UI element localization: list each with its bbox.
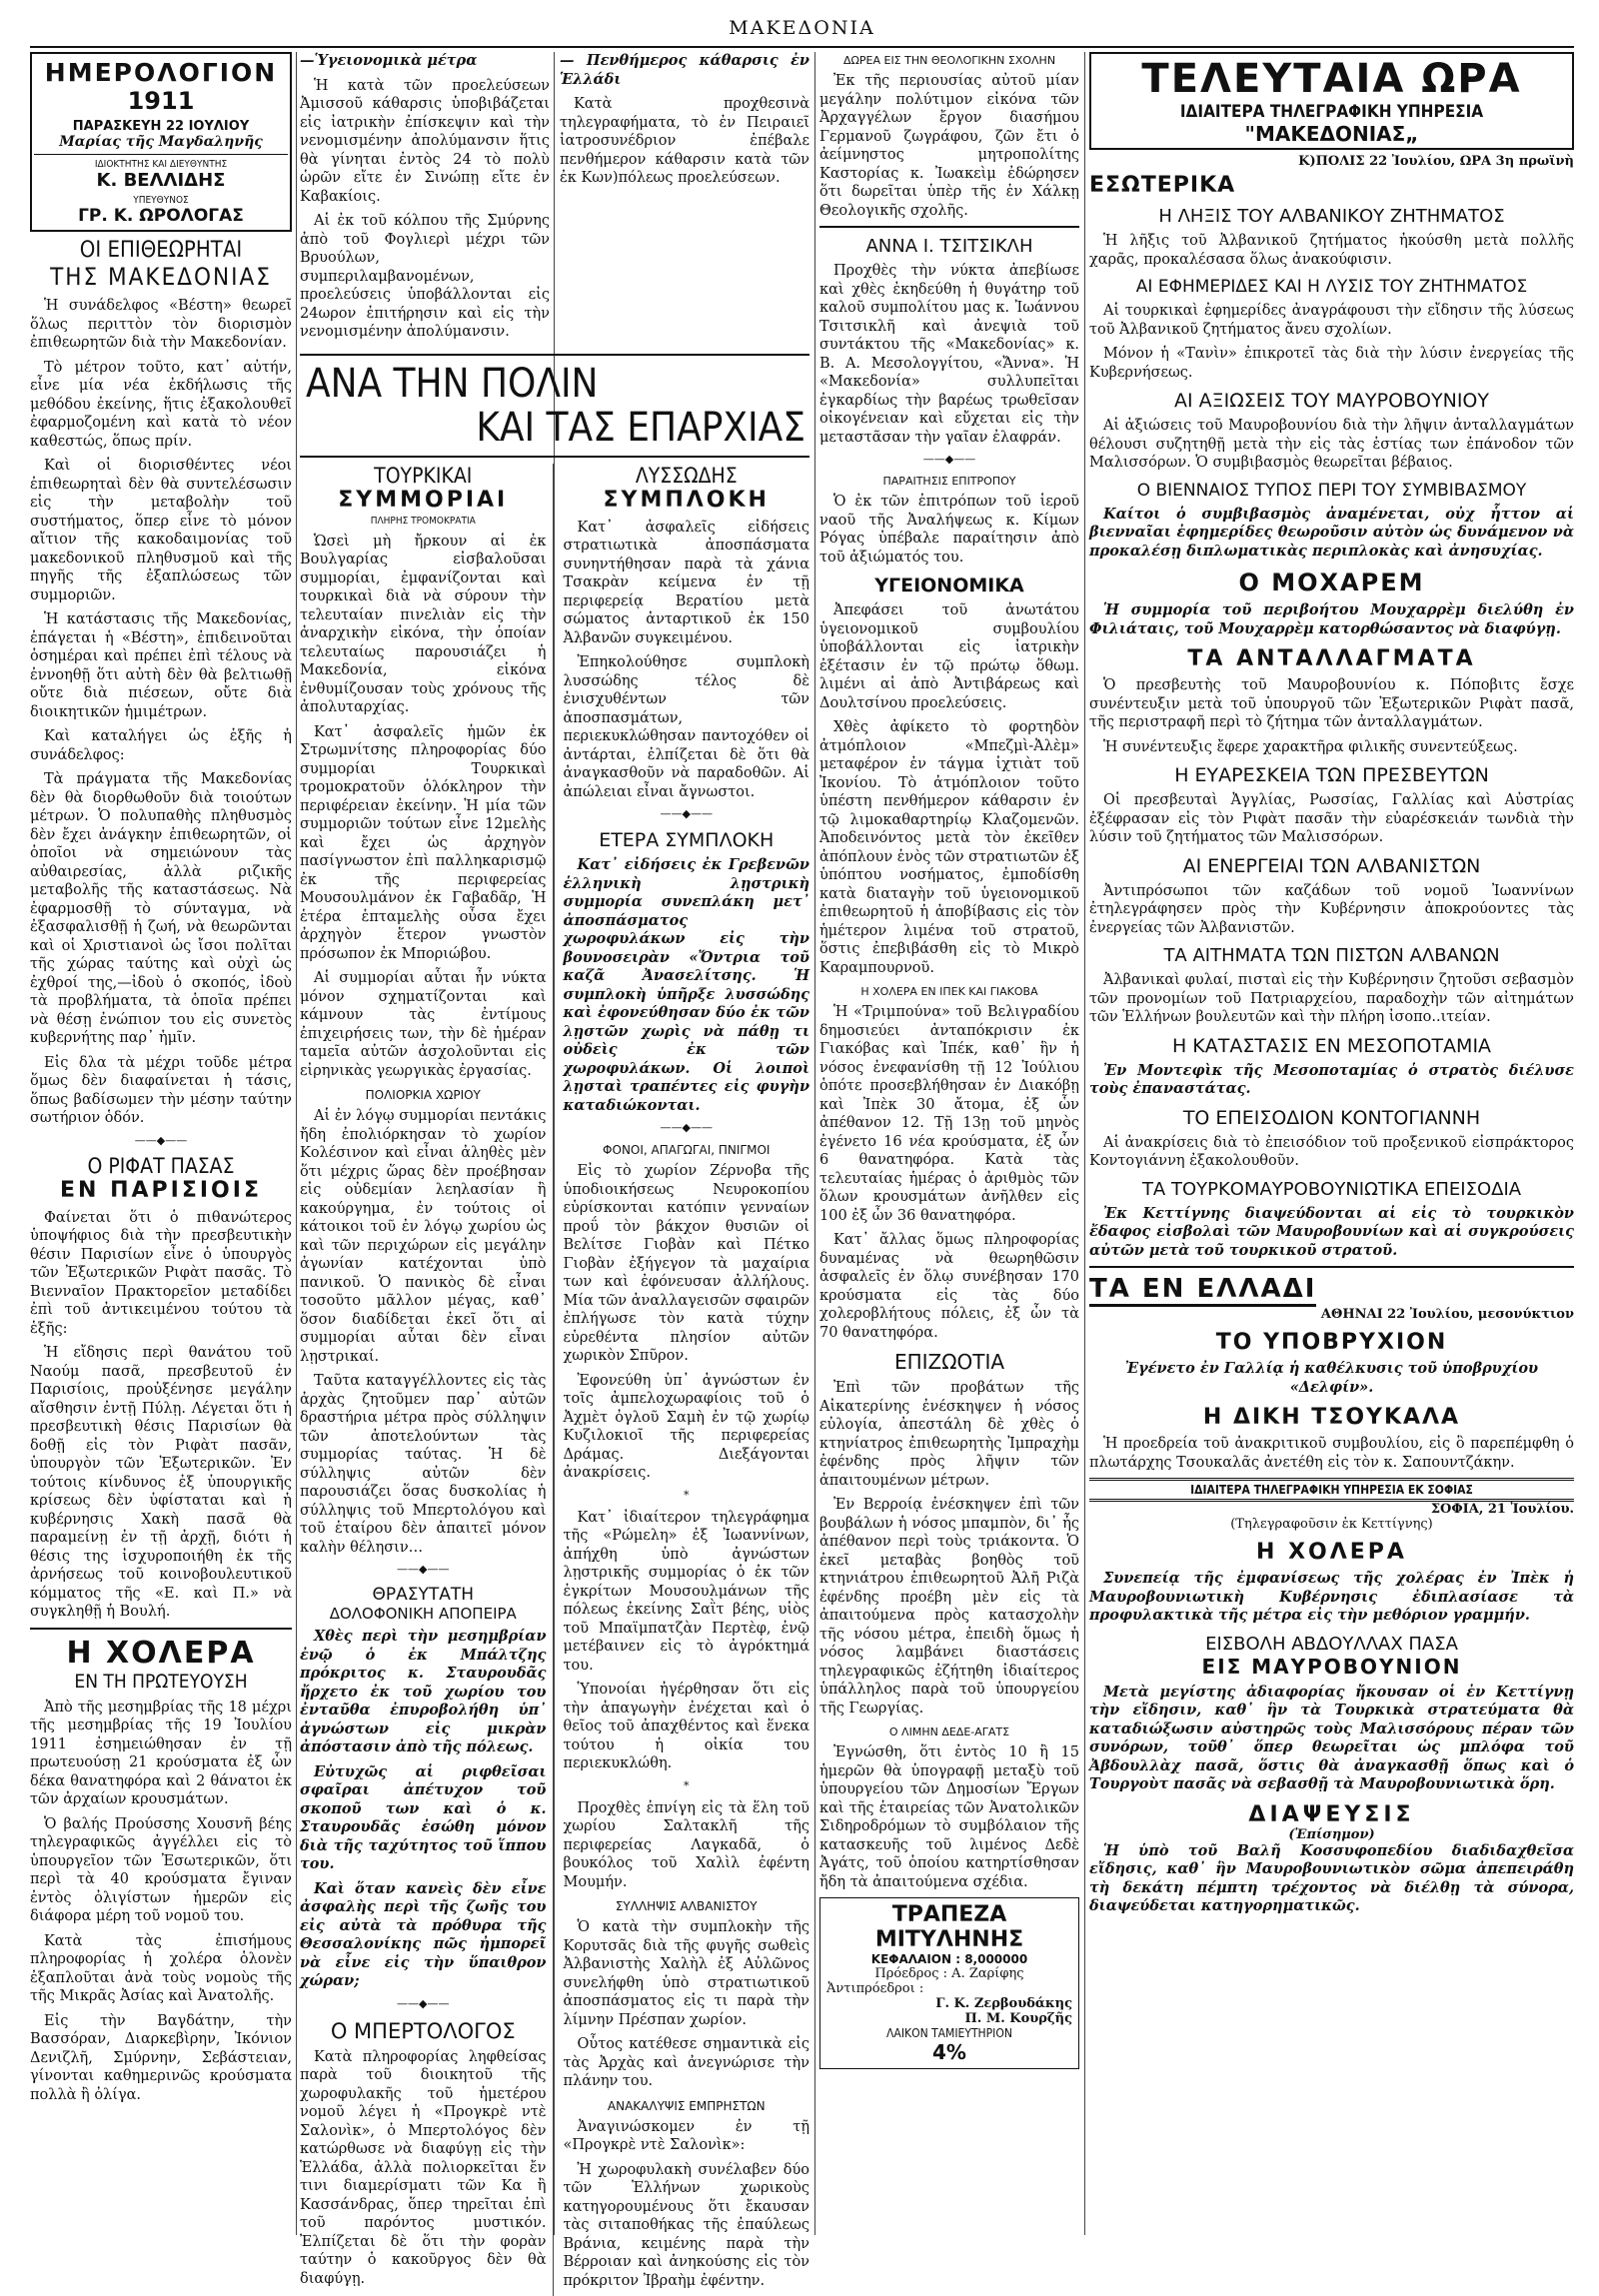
ornament-divider: *	[564, 1779, 810, 1793]
article-paragraph: Κατ᾽ ἄλλας ὅμως πληροφορίας δυναμένας νὰ θεωρηθῶσιν ἀσφαλεῖς ἐν ὅλῳ συνέβησαν 170 κρούσματα εἰς τὰς δύο χολεροβλήτους πόλεις, ἐξ ὧν τὰ 70 θανατηφόρα.	[819, 1231, 1079, 1342]
article-paragraph: Καὶ καταλήγει ὡς ἑξῆς ἡ συνάδελφος:	[30, 727, 292, 764]
bank-vp: Γ. Κ. Ζερβουδάκης	[826, 1996, 1072, 2011]
ornament-divider: ——◆——	[564, 1121, 810, 1135]
article-title: Η ΧΟΛΕΡΑ ΕΝ ΙΠΕΚ ΚΑΙ ΓΙΑΚΟΒΑ	[819, 985, 1079, 998]
article-paragraph: Ὁ ἐκ τῶν ἐπιτρόπων τοῦ ἱεροῦ ναοῦ τῆς Ἀναλήψεως κ. Κίμων Ρόγας ὑπέβαλε παραίτησιν ἀπὸ τοῦ ἀξιώματός του.	[819, 493, 1079, 567]
article-paragraph: Ταῦτα καταγγέλλοντες εἰς τὰς ἀρχὰς ζητοῦμεν παρ᾽ αὐτῶν δραστήρια μέτρα πρὸς σύλληψιν τῶν ἀποτελούντων τὰς συμμορίας ταύτας. Ἡ δὲ σύλληψις αὐτῶν δὲν παρουσιάζει ὅσας δυσκολίας ἡ σύλληψις τοῦ Μπερτολόγου καὶ τοῦ ἑταίρου δὲν ἀπαιτεῖ μόνον καλὴν θέλησιν…	[300, 1372, 547, 1557]
article-title: ΛΥΣΣΩΔΗΣ	[564, 464, 810, 488]
article-paragraph: Κατὰ τὰς ἐπισήμους πληροφορίας ἡ χολέρα ὁλονὲν ἐξαπλοῦται ἀνὰ τοὺς νομοὺς τῆς τῆς Μικρᾶς Ἀσίας καὶ Ἀνατολῆς.	[30, 1932, 292, 2006]
article-paragraph: Ἐπηκολούθησε συμπλοκὴ λυσσώδης τέλος δὲ ἐνισχυθέντων τῶν ἀποσπασμάτων, περιεκυκλώθησαν παντοχόθεν οἱ ἀντάρται, ἐλπίζεται δὲ ὅτι θὰ ἀναγκασθοῦν νὰ παραδοθῶν. Αἱ ἀπώλειαι εἶναι ἄγνωστοι.	[564, 653, 810, 801]
article-title: ΕΝ ΤΗ ΠΡΩΤΕΥΟΥΣΗ	[30, 1671, 292, 1693]
news-paragraph: Ἡ λῆξις τοῦ Ἀλβανικοῦ ζητήματος ἠκούσθη μετὰ πολλῆς χαρᾶς, προκαλέσασα ὅλως ἀνακούφισιν.	[1089, 232, 1574, 269]
brief-title: — Πενθήμερος κάθαρσις ἐν Ἑλλάδι	[560, 52, 809, 89]
article-title: Ο ΛΙΜΗΝ ΔΕΔΕ-ΑΓΑΤΣ	[819, 1725, 1079, 1738]
article-paragraph: Κατ᾽ ἀσφαλεῖς ἡμῶν ἐκ Στρωμνίτσης πληροφορίας δύο συμμορίαι Τουρκικαὶ τρομοκρατοῦν ὁλόκληρον τὴν περιφέρειαν ἐκείνην. Ἡ μία τῶν συμμοριῶν τούτων εἶνε 12μελὴς καὶ ἔχει ὡς ἀρχηγὸν πασίγνωστον ἐπὶ παλληκαρισμῷ ἐκ τῆς περιφερείας Μουσουλμάνον ἐκ Γαβαδᾶρ, Ἡ ἑτέρα ἑπταμελὴς οὖσα ἔχει ἀρχηγὸν ἕτερον γνωστὸν πρόσωπον ἐκ Μποριώβου.	[300, 723, 547, 964]
article-title: ΕΠΙΖΩΟΤΙΑ	[819, 1350, 1079, 1374]
article-paragraph: Ἐπὶ τῶν προβάτων τῆς Αἰκατερίνης ἐνέσκηψεν ἡ νόσος εὐλογία, ἀπεστάλη δὲ χθὲς ὁ κτηνίατρος ἐπιθεωρητὴς Ἰμπραχὴμ ἐφένδης πρὸς λῆψιν τῶν ἀπαιτουμένων μέτρων.	[819, 1379, 1079, 1490]
article-paragraph: Ἡ συνάδελφος «Βέστη» θεωρεῖ ὅλως περιττὸν τὸν διορισμὸν ἐπιθεωρητῶν διὰ τὴν Μακεδονίαν.	[30, 297, 292, 353]
subheading: ΑΝΑΚΑΛΥΨΙΣ ΕΜΠΡΗΣΤΩΝ	[564, 2099, 810, 2113]
column-1	[30, 52, 292, 2235]
bank-president: Πρόεδρος : Α. Ζαρίφης	[826, 1966, 1072, 1981]
news-paragraph: Αἱ ἀνακρίσεις διὰ τὸ ἐπεισόδιον τοῦ προξενικοῦ εἰσπράκτορος Κοντογιάννη ἐξακολουθοῦν.	[1089, 1134, 1574, 1171]
news-heading: ΑΙ ΕΦΗΜΕΡΙΔΕΣ ΚΑΙ Η ΛΥΣΙΣ ΤΟΥ ΖΗΤΗΜΑΤΟΣ	[1089, 277, 1574, 297]
article-paragraph: Ὑπονοίαι ἠγέρθησαν ὅτι εἰς τὴν ἀπαγωγὴν ἐνέχεται καὶ ὁ θεῖος τοῦ ἀπαχθέντος καὶ ἕνεκα τούτου ἡ οἰκία του περιεκυκλώθη.	[564, 1681, 810, 1773]
top-briefs	[300, 52, 809, 348]
editor-label: ΥΠΕΥΘΥΝΟΣ	[34, 195, 288, 206]
article-paragraph: Κατ᾽ ἰδιαίτερον τηλεγράφημα τῆς «Ρώμελη» ἐξ Ἰωαννίνων, ἀπήχθη ὑπὸ ἀγνώστων λῃστρικῆς συμμορίας ὁ ἐκ τῶν ἐγκρίτων Μουσουλμάνων τῆς πόλεως ἐκείνης Σαῒτ βέης, υἱὸς τοῦ Μπαϊμπατζὰν Περτὲφ, ἐνῷ μετέβαινεν εἰς τὸ ἀγρόκτημά του.	[564, 1509, 810, 1676]
bank-rate: 4%	[826, 2040, 1072, 2064]
article-title: Ο ΡΙΦΑΤ ΠΑΣΑΣ	[30, 1154, 292, 1178]
news-subtitle: (Τηλεγραφοῦσιν ἐκ Κεττίγνης)	[1089, 1517, 1574, 1532]
section-banner-line2: ΚΑΙ ΤΑΣ ΕΠΑΡΧΙΑΣ	[300, 406, 809, 450]
article-title: Η ΧΟΛΕΡΑ	[30, 1636, 292, 1671]
ornament-divider: ——◆——	[564, 807, 810, 821]
article-title: ΤΗΣ ΜΑΚΕΔΟΝΙΑΣ	[30, 263, 292, 291]
section-subtitle: ΙΔΙΑΙΤΕΡΑ ΤΗΛΕΓΡΑΦΙΚΗ ΥΠΗΡΕΣΙΑ	[1095, 102, 1568, 122]
article-paragraph: Φαίνεται ὅτι ὁ πιθανώτερος ὑποψήφιος διὰ τὴν πρεσβευτικὴν θέσιν Παρισίων εἶνε ὁ ὑπουργὸς τῶν Ἐξωτερικῶν Ριφὰτ πασᾶς. Τὸ Βιενναῖον Πρακτορεῖον μεταδίδει ἐπὶ τοῦ ἀντικειμένου τούτου τὰ ἑξῆς:	[30, 1209, 292, 1339]
bank-vp-label: Ἀντιπρόεδροι :	[826, 1981, 1072, 1996]
section-label: ΕΣΩΤΕΡΙΚΑ	[1089, 173, 1574, 198]
news-heading: ΤΑ ΑΝΤΑΛΛΑΓΜΑΤΑ	[1089, 646, 1574, 671]
article-paragraph: Ἡ κατάστασις τῆς Μακεδονίας, ἐπάγεται ἡ «Βέστη», ἐπιδεινοῦται ὁσημέραι καὶ πρέπει ἐπὶ τέλους νὰ ἐννοηθῇ ὅτι αὐτὴ δὲν θὰ βελτιωθῇ οὔτε διὰ πιέσεων, οὔτε διὰ διοικητικῶν ἡμιμέτρων.	[30, 610, 292, 721]
dateline: Κ)ΠΟΛΙΣ 22 Ἰουλίου, ΩΡΑ 3η πρωϊνὴ	[1089, 154, 1574, 169]
article-paragraph: Εὐτυχῶς αἱ ριφθεῖσαι σφαῖραι ἀπέτυχον τοῦ σκοποῦ των καὶ ὁ κ. Σταυρουδᾶς ἐσώθη μόνον διὰ τῆς ταχύτητος τοῦ ἵππου του.	[300, 1763, 547, 1874]
bank-savings: ΛΑΙΚΟΝ ΤΑΜΙΕΥΤΗΡΙΟΝ	[826, 2026, 1072, 2040]
news-heading: ΕΙΣ ΜΑΥΡΟΒΟΥΝΙΟΝ	[1089, 1655, 1574, 1679]
article-paragraph: Κατὰ πληροφορίας ληφθείσας παρὰ τοῦ διοικητοῦ τῆς χωροφυλακῆς τοῦ ἡμετέρου νομοῦ λέγει ἡ «Προγκρὲ ντὲ Σαλονὶκ», ὁ Μπερτολόγος δὲν κατώρθωσε νὰ διαφύγῃ εἰς τὴν Ἑλλάδα, ἀλλὰ πολιορκεῖται ἔν τινι διαμερίσματι τῶν Κα ἢ Κασσάνδρας, ὅπερ τηρεῖται ἐπὶ τοῦ παρόντος μυστικόν. Ἐλπίζεται δὲ ὅτι τὴν φορὰν ταύτην ὁ κακοῦργος δὲν θὰ διαφύγῃ.	[300, 2048, 547, 2289]
article-paragraph: Χθὲς περὶ τὴν μεσημβρίαν ἐνῷ ὁ ἐκ Μπάλτζης πρόκριτος κ. Σταυρουδᾶς ἤρχετο ἐκ τοῦ χωρίου του ἐνταῦθα ἐπυροβολήθη ὑπ᾽ ἀγνώστων εἰς μικρὰν ἀπόστασιν ἀπὸ τῆς πόλεως.	[300, 1628, 547, 1757]
editor-name: ΓΡ. Κ. ΩΡΟΛΟΓΑΣ	[34, 206, 288, 226]
article-paragraph: Αἱ ἐκ τοῦ κόλπου τῆς Σμύρνης ἀπὸ τοῦ Φογλιερὶ μέχρι τῶν Βρυούλων, συμπεριλαμβανομένων, προελεύσεις ὑποβάλλονται εἰς 24ωρον ἐπιτήρησιν καὶ εἰς τὴν νενομισμένην ἀπολύμανσιν.	[300, 212, 550, 342]
news-paragraph: Αἱ τουρκικαὶ ἐφημερίδες ἀναγράφουσι τὴν εἴδησιν τῆς λύσεως τοῦ Ἀλβανικοῦ ζητήματος ἄνευ σχολίων.	[1089, 302, 1574, 339]
divider	[1089, 1266, 1574, 1268]
article-paragraph: Ἡ «Τριμπούνα» τοῦ Βελιγραδίου δημοσιεύει ἀνταπόκρισιν ἐκ Γιακόβας καὶ Ἰπέκ, καθ᾽ ἣν ἡ νόσος ἐνεφανίσθη τῇ 12 Ἰούλιου ὁπότε προσεβλήθησαν ἐν Διακόβῃ καὶ Ἰπὲκ 30 ἄτομα, ἐξ ὧν ἀπέθανον 12. Τῇ 13ῃ τοῦ μηνὸς ἐγένετο 16 νέα κρούσματα, ἐξ ὧν 6 θανατηφόρα. Κατὰ τὰς τελευταίας ἡμέρας ὁ ἀριθμὸς τῶν ὅλων κρουσμάτων ἀνῆλθεν εἰς 100 ἐξ ὧν 36 θανατηφόρα.	[819, 1003, 1079, 1225]
masthead-title: ΜΑΚΕΔΟΝΙΑ	[729, 17, 874, 39]
subheading: ΕΤΕΡΑ ΣΥΜΠΛΟΚΗ	[564, 829, 810, 851]
subheading: ΔΟΛΟΦΟΝΙΚΗ ΑΠΟΠΕΙΡΑ	[300, 1605, 547, 1623]
last-hour-box	[1089, 52, 1574, 150]
article-paragraph: Ἡ εἴδησις περὶ θανάτου τοῦ Ναούμ πασᾶ, πρεσβευτοῦ ἐν Παρισίοις, προὐξένησε μεγάλην αἴσθησιν ἐντῇ Πύλῃ. Λέγεται ὅτι ἡ πρεσβευτικὴ θέσις Παρισίων θὰ δοθῇ εἰς τὸν Ριφὰτ πασᾶν, ὑπουργὸν τῶν Ἐξωτερικῶν. Ἐν τούτοις κίνδυνος ἐξ ὑπουργικῆς κρίσεως δὲν ὑφίσταται καὶ ἡ κυβέρνησις Χακὴ πασᾶ θὰ παραμείνῃ ἐν τῇ ἀρχῇ, διότι ἡ θέσις της ἰσχυροποιήθη ἐκ τῆς ἀρνήσεως τοῦ κοινοβουλευτικοῦ κόμματος τῆς «Ε. καὶ Π.» νὰ συγκληθῇ ἡ Βουλή.	[30, 1344, 292, 1622]
news-paragraph: Ἐν Μοντεφὶκ τῆς Μεσοποταμίας ὁ στρατὸς διέλυσε τοὺς ἐπαναστάτας.	[1089, 1062, 1574, 1099]
news-paragraph: Οἱ πρεσβευταὶ Ἀγγλίας, Ρωσσίας, Γαλλίας καὶ Αὐστρίας ἐξέφρασαν εἰς τὸν Ριφὰτ πασᾶν τὴν εὐαρέσκειάν τωνδιὰ τὴν λύσιν τοῦ ζητήματος τῶν Μαλισσόρων.	[1089, 791, 1574, 847]
article-paragraph: Εἰς δλα τὰ μέχρι τοῦδε μέτρα ὅμως δὲν διαφαίνεται ἡ τάσις, ὅπως βαδίσωμεν τὴν μέσην ταύτην σωτήριον ὁδόν.	[30, 1054, 292, 1128]
ornament-divider: ——◆——	[300, 1997, 547, 2011]
news-heading: Ο ΜΟΧΑΡΕΜ	[1089, 569, 1574, 596]
news-heading: ΔΙΑΨΕΥΣΙΣ	[1089, 1802, 1574, 1827]
column-rule	[1084, 52, 1085, 2235]
news-heading: Η ΛΗΞΙΣ ΤΟΥ ΑΛΒΑΝΙΚΟΥ ΖΗΤΗΜΑΤΟΣ	[1089, 206, 1574, 227]
news-paragraph: Ἀντιπρόσωποι τῶν καζάδων τοῦ νομοῦ Ἰωαννίνων ἐτηλεγράφησεν πρὸς τὴν Κυβέρνησιν ἀποκρούοντες τὰς ἐνεργείας τῶν Ἀλβανιστῶν.	[1089, 882, 1574, 938]
article-paragraph: Προχθὲς ἐπνίγη εἰς τὰ ἕλη τοῦ χωρίου Σαλτακλῆ τῆς περιφερείας Λαγκαδᾶ, ὁ βουκόλος τοῦ Χαλὶλ ἐφέντη Μουμήν.	[564, 1799, 810, 1892]
article-paragraph: Ὡσεὶ μὴ ἤρκουν αἱ ἐκ Βουλγαρίας εἰσβαλοῦσαι συμμορίαι, ἐμφανίζονται καὶ τουρκικαὶ διὰ νὰ σύρουν τὴν τελευταίαν πινελιὰν εἰς τὴν ἀναρχικὴν εἰκόνα, τὴν ὁποίαν τελευταίως παρουσιάζει ἡ Μακεδονία, εἰκόνα ἐνθυμίζουσαν τοὺς χρόνους τῆς ἀπολυταρχίας.	[300, 533, 547, 717]
column-4	[1089, 52, 1574, 2235]
news-paragraph: Καίτοι ὁ συμβιβασμὸς ἀναμένεται, οὐχ ἧττον αἱ βιενναῖαι ἐφημερίδες θεωροῦσιν αὐτὸν ὡς δυνάμενον νὰ προκαλέσῃ διπλωματικὰς περιπλοκὰς καὶ ἀνησυχίας.	[1089, 506, 1574, 562]
article-paragraph: Ἀπεφάσει τοῦ ἀνωτάτου ὑγειονομικοῦ συμβουλίου ὑποβάλλονται εἰς ἰατρικὴν ἐξέτασιν ἐν τῷ πρώτῳ ὅθωμ. λιμένι αἱ ἀπὸ Ἀντιβάρεως καὶ Δουλτσίνου προελεύσεις.	[819, 601, 1079, 712]
bank-advertisement	[819, 1897, 1079, 2069]
article-paragraph: Αἱ συμμορίαι αὗται ἦν νύκτα μόνον σχηματίζονται καὶ κάμνουν τὰς ἐντίμους ἐπιχειρήσεις των, τὴν δὲ ἡμέραν ταμεῖα αὐτῶν ἀσχολοῦνται εἰς εἰρηνικὰς γεωργικὰς ἐργασίας.	[300, 969, 547, 1080]
article-title: ΥΓΕΙΟΝΟΜΙΚΑ	[819, 574, 1079, 596]
article-subtitle: ΠΛΗΡΗΣ ΤΡΟΜΟΚΡΑΤΙΑ	[300, 516, 547, 527]
article-paragraph: Χθὲς ἀφίκετο τὸ φορτηδὸν ἀτμόπλοιον «Μπεζμὶ-Ἀλὲμ» μεταφέρον ἐν τάγμα ἰχτιὰτ τοῦ Ἰκονίου. Τὸ ἀτμόπλοιον τοῦτο ὑπέστη πενθήμερον κάθαρσιν ἐν τῷ λιμοκαθαρτηρίῳ Κλαζομενῶν. Ἀποδεινόντος μετὰ τὸν ἐκεῖθεν ἀπόπλουν ἑνὸς τῶν στρατιωτῶν ἐξ ὑπόπτου νοσήματος, ἐμποδίσθη κατὰ διαταγὴν τοῦ ὑγειονομικοῦ ἐπιθεωρητοῦ ἡ ἀποβίβασις εἰς τὸν ἡμέτερον λιμένα τοῦ στρατοῦ, ὅστις ἐπεβιβάσθη εἰς τὸ Μικρὸ Καραμπουρνοῦ.	[819, 718, 1079, 977]
news-heading: Η ΕΥΑΡΕΣΚΕΙΑ ΤΩΝ ΠΡΕΣΒΕΥΤΩΝ	[1089, 764, 1574, 786]
news-paragraph: Ὁ πρεσβευτὴς τοῦ Μαυροβουνίου κ. Πόποβιτς ἔσχε συνέντευξιν μετὰ τοῦ ὑπουργοῦ τῶν Ἐξωτερικῶν Ριφὰτ πασᾶ, τῆς περιστραφῆ περὶ τὸ ζήτημα τῶν ἀνταλλαγμάτων.	[1089, 676, 1574, 732]
article-paragraph: Προχθὲς τὴν νύκτα ἀπεβίωσε καὶ χθὲς ἐκηδεύθη ἡ θυγάτηρ τοῦ καλοῦ συμπολίτου μας κ. Ἰωάννου Τσιτσικλῆ καὶ ἀνεψιὰ τοῦ συντάκτου τῆς «Μακεδονίας» κ. Β. Α. Μεσολογγίτου, «Ἄννα». Ἡ «Μακεδονία» συλλυπεῖται ἐγκαρδίως τὴν βαρέως τρωθεῖσαν οἰκογένειαν καὶ εὔχεται εἰς τὴν μεταστᾶσαν τὴν γαῖαν ἐλαφράν.	[819, 262, 1079, 447]
calendar-date: ΠΑΡΑΣΚΕΥΗ 22 ΙΟΥΛΙΟΥ	[34, 119, 288, 134]
calendar-box	[30, 52, 292, 232]
divider	[34, 154, 288, 155]
divider	[819, 226, 1079, 228]
news-paragraph: Ἡ ὑπὸ τοῦ Βαλῆ Κοσσυφοπεδίου διαδιδαχθεῖσα εἴδησις, καθ᾽ ἣν Μαυροβουνιωτικὸν σῶμα ἀπεπειράθη τὴ δεκάτη πέμπτη τρέχοντος νὰ διέλθῃ τὰ σύνορα, διαψεύδεται κατηγορηματικῶς.	[1089, 1842, 1574, 1916]
calendar-title: ΗΜΕΡΟΛΟΓΙΟΝ	[34, 58, 288, 87]
divider	[30, 1628, 292, 1630]
article-title: ΠΑΡΑΙΤΗΣΙΣ ΕΠΙΤΡΟΠΟΥ	[819, 475, 1079, 488]
article-title: ΔΩΡΕΑ ΕΙΣ ΤΗΝ ΘΕΟΛΟΓΙΚΗΝ ΣΧΟΛΗΝ	[819, 54, 1079, 67]
news-paragraph: Αἱ ἀξιώσεις τοῦ Μαυροβουνίου διὰ τὴν λῆψιν ἀνταλλαγμάτων θέλουσι συζητηθῇ μετὰ τὴν εἰς τὰς ἑστίας των ἐπάνοδον τῶν Μαλισσόρων. Ὁ συμβιβασμὸς θεωρεῖται βέβαιος.	[1089, 417, 1574, 473]
news-heading: ΕΙΣΒΟΛΗ ΑΒΔΟΥΛΛΑΧ ΠΑΣΑ	[1089, 1634, 1574, 1655]
news-heading: ΤΟ ΕΠΕΙΣΟΔΙΟΝ ΚΟΝΤΟΓΙΑΝΝΗ	[1089, 1107, 1574, 1129]
article-paragraph: Εἰς τὴν Βαγδάτην, τὴν Βασσόραν, Διαρκεβὶρην, Ἰκόνιον Δενιζλῆ, Σμύρνην, Σεβάστειαν, γίνονται καθημερινῶς κρούσματα πολλὰ ἢ ὀλίγα.	[30, 2012, 292, 2105]
article-paragraph: Τὰ πράγματα τῆς Μακεδονίας δὲν θὰ διορθωθοῦν διὰ τοιούτων μέτρων. Ὁ πολυπαθὴς πληθυσμὸς δὲν ἔχει ἀνάγκην ἐπιθεωρητῶν, οἱ ὁποῖοι νὰ σημειώνουν τὰς αὐθαιρεσίας, ἀλλὰ ριζικῆς μεταβολῆς τῆς καταστάσεως. Νὰ ἐφαρμοσθῇ τὸ σύνταγμα, νὰ ἐξασφαλισθῇ ἡ ζωή, νὰ θεωρῶνται καὶ οἱ Χριστιανοὶ ὡς ἴσοι πολῖται τῆς χώρας ταύτης καὶ οὐχὶ ὡς ἐχθροί της,—ἰδοὺ ὁ σκοπός, ἰδοὺ τὰ προβλήματα, τὰ ὁποῖα πρέπει νὰ θέσῃ ἐνώπιον του εἰς συνετὸς κυβερνήτης παρ᾽ ἡμῖν.	[30, 770, 292, 1048]
owner-label: ΙΔΙΟΚΤΗΤΗΣ ΚΑΙ ΔΙΕΥΘΥΝΤΗΣ	[34, 159, 288, 170]
article-paragraph: Ἐφονεύθη ὑπ᾽ ἀγνώστων ἐν τοῖς ἀμπελοχωραφίοις τοῦ ὁ Ἀχμὲτ ὀγλοῦ Σαμὴ ἐν τῷ χωρίῳ Κυζιλοκιοῖ τῆς περιφερείας Δράμας. Διεξάγονται ἀνακρίσεις.	[564, 1372, 810, 1483]
article-paragraph: Ἀναγινώσκομεν ἐν τῇ «Προγκρὲ ντὲ Σαλονὶκ»:	[564, 2118, 810, 2155]
ornament-divider: ——◆——	[819, 453, 1079, 467]
news-subtitle: (Ἐπίσημον)	[1089, 1827, 1574, 1842]
brief-right	[560, 52, 809, 348]
bank-title: ΤΡΑΠΕΖΑ ΜΙΤΥΛΗΝΗΣ	[826, 1902, 1072, 1952]
subheading: ΘΡΑΣΥΤΑΤΗ	[300, 1585, 547, 1605]
section-title: ΤΕΛΕΥΤΑΙΑ ΩΡΑ	[1095, 56, 1568, 102]
bank-vp: Π. Μ. Κουρζῆς	[826, 2011, 1072, 2026]
article-title: ΑΝΝΑ Ι. ΤΣΙΤΣΙΚΛΗ	[819, 236, 1079, 257]
calendar-saint: Μαρίας τῆς Μαγδαληνῆς	[34, 134, 288, 150]
news-heading: ΤΟ ΥΠΟΒΡΥΧΙΟΝ	[1089, 1330, 1574, 1355]
article-title: ΟΙ ΕΠΙΘΕΩΡΗΤΑΙ	[30, 238, 292, 263]
article-paragraph: Ὁ κατὰ τὴν συμπλοκὴν τῆς Κορυτσᾶς διὰ τῆς φυγῆς σωθεὶς Ἀλβανιστὴς Χαλὴλ ἐξ Αὐλῶνος συνελήφθη ὑπὸ στρατιωτικοῦ ἀποσπάσματος εἰς τι παρὰ τὴν λίμνην Πρέσπαν χωρίον.	[564, 1918, 810, 2029]
news-paragraph: Μόνον ἡ «Τανὶν» ἐπικροτεῖ τὰς διὰ τὴν λύσιν ἐνεργείας τῆς Κυβερνήσεως.	[1089, 345, 1574, 382]
article-paragraph: Ἡ κατὰ τῶν προελεύσεων Ἀμισσοῦ κάθαρσις ὑποβιβάζεται εἰς ἰατρικὴν ἐπίσκεψιν καὶ τὴν νενομισμένην ἀπολύμανσιν ἥτις θὰ γίνηται ἐντὸς 24 τὸ πολὺ ὡρῶν εἴτε ἐν Σινώπῃ εἴτε ἐν Καβακίοις.	[300, 77, 550, 207]
subheading: ΠΟΛΙΟΡΚΙΑ ΧΩΡΙΟΥ	[300, 1088, 547, 1102]
article-paragraph: Ὁ βαλής Προύσσης Χουσνῆ βέης τηλεγραφικῶς ἀγγέλλει εἰς τὸ ὑπουργεῖον τῶν Ἐσωτερικῶν, ὅτι περὶ τὰ 40 κρούσματα ἔγιναν ἐντὸς ὀλιγίστων ἡμερῶν εἰς διάφορα μέρη τοῦ νομοῦ του.	[30, 1815, 292, 1926]
article-paragraph: Ἐν Βερροίᾳ ἐνέσκηψεν ἐπὶ τῶν βουβάλων ἡ νόσος μπαμπὸν, δι᾽ ἧς ἀπέθανον περὶ τοὺς τριάκοντα. Ὁ ἐκεῖ μεταβὰς βοηθὸς τοῦ κτηνιάτρου ἐπιθεωρητοῦ Ἀλῆ Ριζὰ ἐφένδης προέβη μὲν εἰς τὰ ἀπαιτούμενα πρὸς κατασχολὴν τῆς νόσου μέτρα, ἐπειδὴ ὅμως ἡ νόσος λαμβάνει διαστάσεις τηλεγραφικῶς ἐζήτηθη ἰδιαίτερος ὑπάλληλος παρὰ τοῦ ὑπουργείου τῆς Γεωργίας.	[819, 1496, 1079, 1718]
article-paragraph: Ἐκ τῆς περιουσίας αὐτοῦ μίαν μεγάλην πολύτιμον εἰκόνα τῶν Ἀρχαγγέλων ἔργον διασήμου Γερμανοῦ ζωγράφου, ζῶν ἔτι ὁ ἀείμνηστος μητροπολίτης Καστορίας κ. Ἰωακεὶμ ἐδώρησεν ὅτι δωρεῖται ὑπὲρ τῆς ἐν Χάλκῃ Θεολογικῆς σχολῆς.	[819, 72, 1079, 220]
article-paragraph: Ἐγνώσθη, ὅτι ἐντὸς 10 ἢ 15 ἡμερῶν θὰ ὑπογραφῇ μεταξὺ τοῦ ὑπουργείου τῶν Δημοσίων Ἔργων καὶ τῆς ἑταιρείας τῶν Ἀνατολικῶν Σιδηροδρόμων τὸ συμβόλαιον τῆς κατασκευῆς τοῦ λιμένος Δεδὲ Ἀγάτς, τοῦ ὁποίου κατηρτίσθησαν ἤδη τὰ ἀπαιτούμενα σχέδια.	[819, 1743, 1079, 1891]
article-paragraph: Οὗτος κατέθεσε σημαντικὰ εἰς τὰς Ἀρχὰς καὶ ἀνεγνώρισε τὴν πλάνην του.	[564, 2035, 810, 2091]
news-paragraph: Ἐγένετο ἐν Γαλλίᾳ ἡ καθέλκυσις τοῦ ὑποβρυχίου «Δελφίν».	[1089, 1360, 1574, 1397]
subheading: ΦΟΝΟΙ, ΑΠΑΓΩΓΑΙ, ΠΝΙΓΜΟΙ	[564, 1143, 810, 1157]
column-rule	[814, 52, 815, 2235]
news-paragraph: Συνεπείᾳ τῆς ἐμφανίσεως τῆς χολέρας ἐν Ἰπὲκ ἡ Μαυροβουνιωτικὴ Κυβέρνησις ἐδιπλασίασε τὰ προφυλακτικὰ τῆς μέτρα εἰς τὴν μεθόριον γραμμήν.	[1089, 1570, 1574, 1626]
dateline: ΣΟΦΙΑ, 21 Ἰουλίου.	[1089, 1502, 1574, 1517]
news-heading: Ο ΒΙΕΝΝΑΙΟΣ ΤΥΠΟΣ ΠΕΡΙ ΤΟΥ ΣΥΜΒΙΒΑΣΜΟΥ	[1089, 481, 1574, 501]
column-3	[819, 52, 1079, 2235]
column-rule	[296, 52, 297, 2235]
section-label: ΤΑ ΕΝ ΕΛΛΑΔΙ	[1089, 1274, 1316, 1307]
subcolumn-left	[300, 464, 554, 2296]
bank-capital: ΚΕΦΑΛΑΙΟΝ : 8,000000	[826, 1952, 1072, 1966]
article-paragraph: Αἱ ἐν λόγῳ συμμορίαι πεντάκις ἤδη ἐπολιόρκησαν τὸ χωρίον Κολέσινον καὶ εἶναι ἀληθὲς μὲν ὅτι μέχρις ὥρας δὲν προέβησαν εἰς οὐδεμίαν λεηλασίαν ἢ κακούργημα, ἐν τούτοις οἱ κάτοικοι τοῦ ἐν λόγῳ χωρίου ὡς καὶ τῶν περιχώρων εἰς μεγάλην ἀγωνίαν κατέχονται ὑπὸ πανικοῦ. Ὁ πανικὸς δὲ εἶναι τοσοῦτο μᾶλλον μέγας, καθ᾽ ὅσον διαδίδεται ἐκεῖ ὅτι αἱ συμμορίαι αὗται δὲν εἶναι λῃστρικαί.	[300, 1107, 547, 1366]
article-paragraph: Κατὰ προχθεσινὰ τηλεγραφήματα, τὸ ἐν Πειραιεῖ ἰατροσυνέδριον ἐπέβαλε πενθήμερον κάθαρσιν κατὰ τῶν ἐκ Κων)πόλεως προελεύσεων.	[560, 95, 809, 188]
subheading: ΣΥΛΛΗΨΙΣ ΑΛΒΑΝΙΣΤΟΥ	[564, 1899, 810, 1913]
news-heading: Η ΔΙΚΗ ΤΣΟΥΚΑΛΑ	[1089, 1405, 1574, 1430]
news-heading: Η ΧΟΛΕΡΑ	[1089, 1540, 1574, 1565]
section-subtitle: "ΜΑΚΕΔΟΝΙΑΣ„	[1095, 122, 1568, 146]
news-paragraph: Ἐκ Κεττίγνης διαψεύδονται αἱ εἰς τὸ τουρκικὸν ἔδαφος εἰσβολαὶ τῶν Μαυροβουνίων καὶ αἱ συγκρούσεις αὐτῶν μετὰ τοῦ τουρκικοῦ στρατοῦ.	[1089, 1205, 1574, 1261]
news-heading: ΤΑ ΑΙΤΗΜΑΤΑ ΤΩΝ ΠΙΣΤΩΝ ΑΛΒΑΝΩΝ	[1089, 945, 1574, 966]
brief-title: —Ὑγειονομικὰ μέτρα	[300, 52, 550, 71]
news-paragraph: Ἡ προεδρεία τοῦ ἀνακριτικοῦ συμβουλίου, εἰς ὃ παρεπέμφθη ὁ πλωτάρχης Τσουκαλᾶς ἀνετέθη εἰς τὸν κ. Σαπουντζάκην.	[1089, 1435, 1574, 1472]
news-paragraph: Ἡ συμμορία τοῦ περιβοήτου Μουχαρρὲμ διελύθη ἐν Φιλιάταις, τοῦ Μουχαρρὲμ κατορθώσαντος νὰ διαφύγῃ.	[1089, 601, 1574, 638]
brief-left	[300, 52, 550, 348]
calendar-year: 1911	[34, 87, 288, 115]
subcolumn-right	[564, 464, 810, 2296]
article-title: ΤΟΥΡΚΙΚΑΙ	[300, 464, 547, 488]
banner-subcolumns	[300, 464, 809, 2296]
ornament-divider: ——◆——	[30, 1134, 292, 1148]
article-paragraph: Ἡ χωροφυλακὴ συνέλαβεν δύο τῶν Ἑλλήνων χωρικοὺς κατηγορουμένους ὅτι ἔκαυσαν τὰς σιταποθήκας τῆς ἐπαύλεως Βράνια, κειμένης παρὰ τὴν Βέρροιαν καὶ ἀνηκούσης εἰς τὸν πρόκριτον Ἰβραὴμ ἐφέντην.	[564, 2161, 810, 2291]
subheading: Ο ΜΠΕΡΤΟΛΟΓΟΣ	[300, 2019, 547, 2043]
ornament-divider: ——◆——	[300, 1563, 547, 1577]
section-banner-line1: ΑΝΑ ΤΗΝ ΠΟΛΙΝ	[300, 362, 809, 406]
article-paragraph: Κατ᾽ ἀσφαλεῖς εἰδήσεις στρατιωτικὰ ἀποσπάσματα συνηντήθησαν παρὰ τὰ χάνια Τσακρὰν κείμενα ἐν τῇ περιφερείᾳ Βερατίου μετὰ σώματος ἀνταρτικοῦ ἐκ 150 Ἀλβανῶν συγκειμένου.	[564, 519, 810, 648]
news-heading: ΤΑ ΤΟΥΡΚΟΜΑΥΡΟΒΟΥΝΙΩΤΙΚΑ ΕΠΕΙΣΟΔΙΑ	[1089, 1179, 1574, 1200]
article-paragraph: Τὸ μέτρον τοῦτο, κατ᾽ αὐτήν, εἶνε μία νέα ἐκδήλωσις τῆς μεθόδου ἐκείνης, ἥτις ἐξακολουθεῖ ἐφαρμοζομένη καὶ κατὰ τὸ νέον καθεστώς, ὅπως πρίν.	[30, 359, 292, 452]
article-title: ΣΥΜΜΟΡΙΑΙ	[300, 488, 547, 513]
article-paragraph: Καὶ ὅταν κανεὶς δὲν εἶνε ἀσφαλὴς περὶ τῆς ζωῆς του εἰς αὐτὰ τὰ πρόθυρα τῆς Θεσσαλονίκης πῶς ἠμπορεῖ νὰ εἶνε εἰς τὴν ὕπαιθρον χώραν;	[300, 1880, 547, 1991]
article-paragraph: Ἀπὸ τῆς μεσημβρίας τῆς 18 μέχρι τῆς μεσημβρίας τῆς 19 Ἰουλίου 1911 ἐσημειώθησαν ἐν τῇ πρωτευούσῃ 21 κρούσματα ἐξ ὧν δέκα θανατηφόρα καὶ 2 θάνατοι ἐκ τῶν ἀρχαίων κρουσμάτων.	[30, 1699, 292, 1809]
news-heading: Η ΚΑΤΑΣΤΑΣΙΣ ΕΝ ΜΕΣΟΠΟΤΑΜΙΑ	[1089, 1035, 1574, 1057]
article-paragraph: Κατ᾽ εἰδήσεις ἐκ Γρεβενῶν ἑλληνικὴ λῃστρικὴ συμμορία συνεπλάκη μετ᾽ ἀποσπάσματος χωροφυλάκων εἰς τὴν βουνοσειρὰν «Ὄντρια τοῦ καζᾶ Ἀνασελίτσης. Ἡ συμπλοκὴ ὑπῆρξε λυσσώδης καὶ ἐφονεύθησαν δύο ἐκ τῶν λῃστῶν χωρὶς νὰ πάθῃ τι οὐδεὶς ἐκ τῶν χωροφυλάκων. Οἱ λοιποὶ λῃσταὶ τραπέντες εἰς φυγὴν καταδιώκονται.	[564, 856, 810, 1115]
column-2	[300, 52, 809, 2235]
news-heading: ΑΙ ΑΞΙΩΣΕΙΣ ΤΟΥ ΜΑΥΡΟΒΟΥΝΙΟΥ	[1089, 390, 1574, 412]
news-paragraph: Ἀλβανικαὶ φυλαί, πισταὶ εἰς τὴν Κυβέρνησιν ζητοῦσι σεβασμὸν τῶν προνομίων τοῦ Πατριαρχείου, παραδοχὴν τῶν αἰτημάτων τῶν Ἑλλήνων βουλευτῶν καὶ τὴν πλήρη ἰσοπο..ιτείαν.	[1089, 971, 1574, 1027]
article-paragraph: Εἰς τὸ χωρίον Ζέρνοβα τῆς ὑποδιοικήσεως Νευροκοπίου εὑρίσκονται κατόπιν γενναίων προΰ τὸν βάκχον θυσιῶν οἱ Βελίτσε Γιοβὰν καὶ Πέτκο Γιοβὰν ἐξήγεγον τὰ μαχαίρια των καὶ ἐφόνευσαν ἀλλήλους. Μία τῶν ἀναλλαγεισῶν σφαιρῶν ἐπλήγωσε τὸν κατὰ τύχην εὑρεθέντα πλησίον αὐτῶν χωρικὸν Σπῦρον.	[564, 1162, 810, 1366]
news-heading: ΑΙ ΕΝΕΡΓΕΙΑΙ ΤΩΝ ΑΛΒΑΝΙΣΤΩΝ	[1089, 855, 1574, 877]
article-title: ΕΝ ΠΑΡΙΣΙΟΙΣ	[30, 1178, 292, 1203]
ornament-divider: *	[564, 1489, 810, 1503]
masthead	[30, 10, 1574, 48]
dateline: ΑΘΗΝΑΙ 22 Ἰουλίου, μεσονύκτιον	[1089, 1307, 1574, 1322]
divider	[300, 456, 809, 458]
owner-name: Κ. ΒΕΛΛΙΔΗΣ	[34, 170, 288, 191]
news-paragraph: Ἡ συνέντευξις ἔφερε χαρακτῆρα φιλικῆς συνεντεύξεως.	[1089, 738, 1574, 757]
sofia-header: ΙΔΙΑΙΤΕΡΑ ΤΗΛΕΓΡΑΦΙΚΗ ΥΠΗΡΕΣΙΑ ΕΚ ΣΟΦΙΑΣ	[1089, 1478, 1574, 1502]
divider	[300, 354, 809, 356]
article-paragraph: Καὶ οἱ διορισθέντες νέοι ἐπιθεωρηταὶ δὲν θὰ συντελέσωσιν εἰς τὴν μεταβολὴν τοῦ συστήματος, ὅπερ εἶνε τὸ μόνον αἴτιον τῆς κακοδαιμονίας τοῦ μακεδονικοῦ πληθυσμοῦ καὶ τῆς πηγῆς τῆς ἐξαπλώσεως τῶν συμμοριῶν.	[30, 457, 292, 604]
article-title: ΣΥΜΠΛΟΚΗ	[564, 488, 810, 513]
news-paragraph: Μετὰ μεγίστης ἀδιαφορίας ἤκουσαν οἱ ἐν Κεττίγνῃ τὴν εἴδησιν, καθ᾽ ἣν τὰ Τουρκικὰ στρατεύματα θὰ καταδιώξωσιν αὐστηρῶς τοὺς Μαλισσόρους πέραν τῶν συνόρων, τοῦθ᾽ ὅπερ θεωρεῖται ὡς μπλόφα τοῦ Ἀβδουλλὰχ πασᾶ, ὅστις θὰ ἀναγκασθῇ ὅπως καὶ ὁ Τουργοὺτ πασᾶς νὰ σεβασθῇ τὰ Μαυροβουνιωτικὰ ὅρη.	[1089, 1684, 1574, 1794]
